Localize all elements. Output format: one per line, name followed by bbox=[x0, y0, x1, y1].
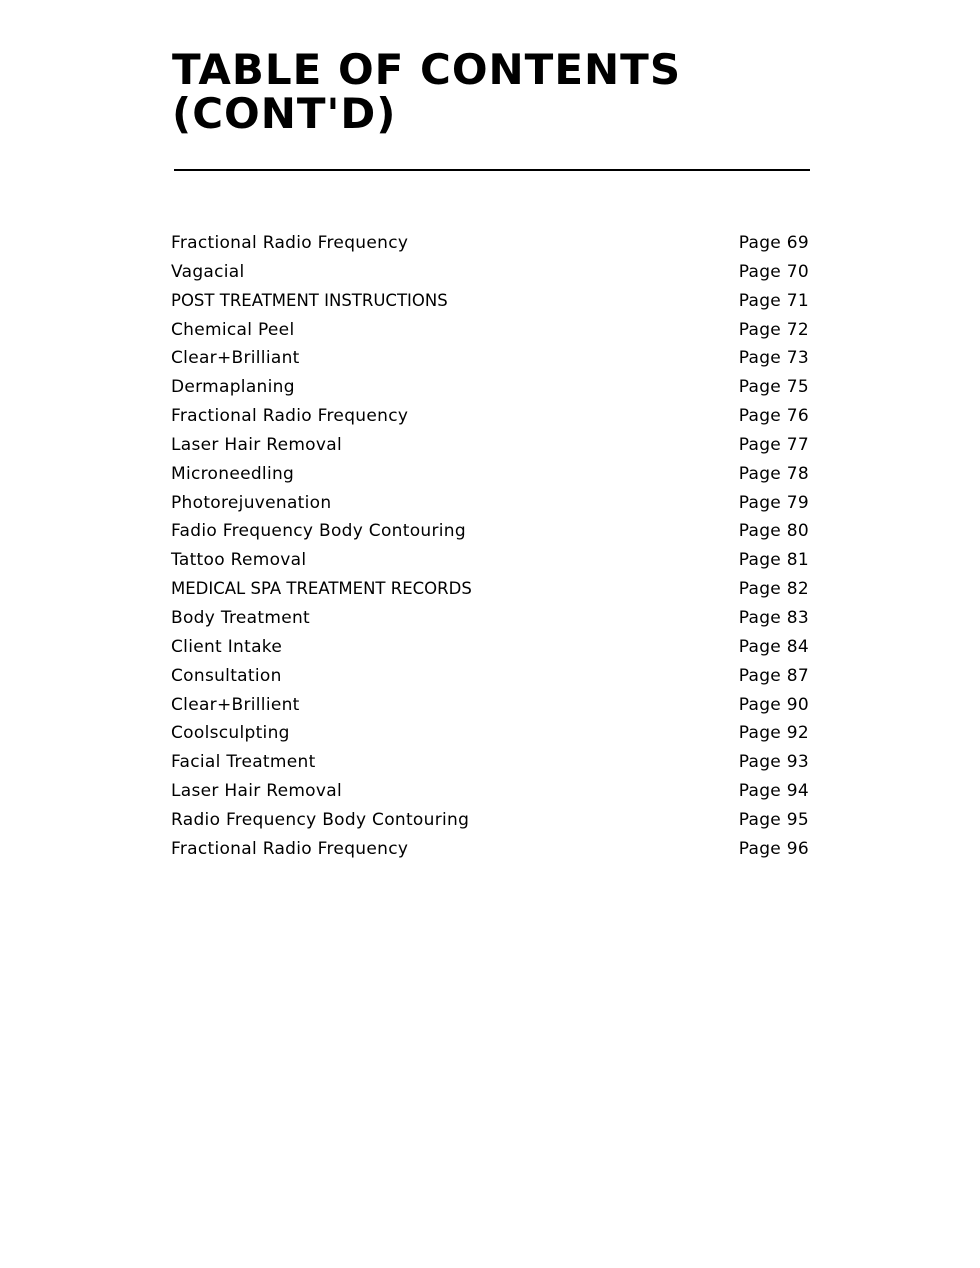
toc-entry-label: Laser Hair Removal bbox=[171, 781, 342, 802]
toc-section-heading[interactable] bbox=[171, 291, 809, 320]
title-divider bbox=[174, 169, 810, 171]
toc-entry-page: Page 95 bbox=[738, 809, 809, 830]
toc-entry-page: Page 82 bbox=[738, 579, 809, 600]
toc-entry[interactable] bbox=[171, 781, 809, 810]
toc-entry-page: Page 90 bbox=[738, 694, 809, 715]
toc-entry[interactable] bbox=[171, 233, 809, 262]
toc-entry[interactable] bbox=[171, 752, 809, 781]
toc-entry[interactable] bbox=[171, 839, 809, 868]
toc-entry-label: Fractional Radio Frequency bbox=[171, 406, 409, 427]
toc-entry-page: Page 87 bbox=[738, 665, 809, 686]
toc-entry-page: Page 76 bbox=[738, 406, 809, 427]
toc-entry-page: Page 92 bbox=[738, 723, 809, 744]
toc-section-label: POST TREATMENT INSTRUCTIONS bbox=[171, 290, 448, 310]
page-title-line-1: TABLE OF CONTENTS bbox=[172, 45, 682, 94]
toc-entry[interactable] bbox=[171, 406, 809, 435]
toc-entry[interactable] bbox=[171, 377, 809, 406]
toc-entry-page: Page 70 bbox=[738, 261, 809, 282]
toc-entry-label: Clear+Brillient bbox=[171, 694, 300, 715]
toc-entry[interactable] bbox=[171, 723, 809, 752]
toc-entry-page: Page 94 bbox=[738, 781, 809, 802]
toc-entry-label: Microneedling bbox=[171, 463, 295, 484]
toc-entry-label: Fadio Frequency Body Contouring bbox=[171, 521, 466, 542]
toc-entry-page: Page 81 bbox=[738, 550, 809, 571]
toc-entry-page: Page 69 bbox=[738, 233, 809, 253]
toc-entry-label: Clear+Brilliant bbox=[171, 348, 300, 369]
toc-entry[interactable] bbox=[171, 666, 809, 695]
toc-entry-label: Tattoo Removal bbox=[171, 550, 307, 571]
toc-entry-page: Page 83 bbox=[738, 607, 809, 628]
toc-entry-label: Photorejuvenation bbox=[171, 492, 332, 513]
toc-entry[interactable] bbox=[171, 608, 809, 637]
toc-entry[interactable] bbox=[171, 262, 809, 291]
toc-entry[interactable] bbox=[171, 521, 809, 550]
toc-entry-page: Page 73 bbox=[738, 348, 809, 369]
toc-entry-page: Page 71 bbox=[738, 290, 809, 311]
toc-entry-label: Radio Frequency Body Contouring bbox=[171, 809, 470, 830]
page-title bbox=[172, 45, 682, 138]
toc-entry[interactable] bbox=[171, 320, 809, 349]
toc-entry-page: Page 84 bbox=[738, 636, 809, 657]
toc-entry-label: Fractional Radio Frequency bbox=[171, 233, 409, 253]
page-title-line-2: (CONT'D) bbox=[172, 89, 397, 138]
toc-entry-label: Chemical Peel bbox=[171, 319, 295, 340]
toc-entry-label: Laser Hair Removal bbox=[171, 434, 342, 455]
toc-entry[interactable] bbox=[171, 464, 809, 493]
toc-list bbox=[171, 233, 809, 868]
toc-entry-label: Facial Treatment bbox=[171, 752, 316, 773]
toc-entry-label: Body Treatment bbox=[171, 607, 311, 628]
toc-entry-page: Page 77 bbox=[738, 434, 809, 455]
toc-entry[interactable] bbox=[171, 695, 809, 724]
toc-entry[interactable] bbox=[171, 550, 809, 579]
toc-entry-label: Dermaplaning bbox=[171, 377, 295, 398]
toc-section-heading[interactable] bbox=[171, 579, 809, 608]
toc-entry-page: Page 93 bbox=[738, 752, 809, 773]
toc-entry-label: Consultation bbox=[171, 665, 282, 686]
toc-entry-label: Coolsculpting bbox=[171, 723, 290, 744]
toc-entry[interactable] bbox=[171, 348, 809, 377]
toc-entry-label: Fractional Radio Frequency bbox=[171, 838, 409, 859]
toc-entry-page: Page 72 bbox=[738, 319, 809, 340]
toc-entry-page: Page 78 bbox=[738, 463, 809, 484]
toc-entry[interactable] bbox=[171, 435, 809, 464]
toc-entry-page: Page 79 bbox=[738, 492, 809, 513]
toc-entry[interactable] bbox=[171, 493, 809, 522]
toc-entry-page: Page 96 bbox=[738, 838, 809, 859]
toc-entry-label: Vagacial bbox=[171, 261, 245, 282]
toc-entry-label: Client Intake bbox=[171, 636, 283, 657]
toc-entry[interactable] bbox=[171, 810, 809, 839]
toc-entry-page: Page 75 bbox=[738, 377, 809, 398]
toc-section-label: MEDICAL SPA TREATMENT RECORDS bbox=[171, 579, 472, 599]
toc-entry-page: Page 80 bbox=[738, 521, 809, 542]
toc-entry[interactable] bbox=[171, 637, 809, 666]
